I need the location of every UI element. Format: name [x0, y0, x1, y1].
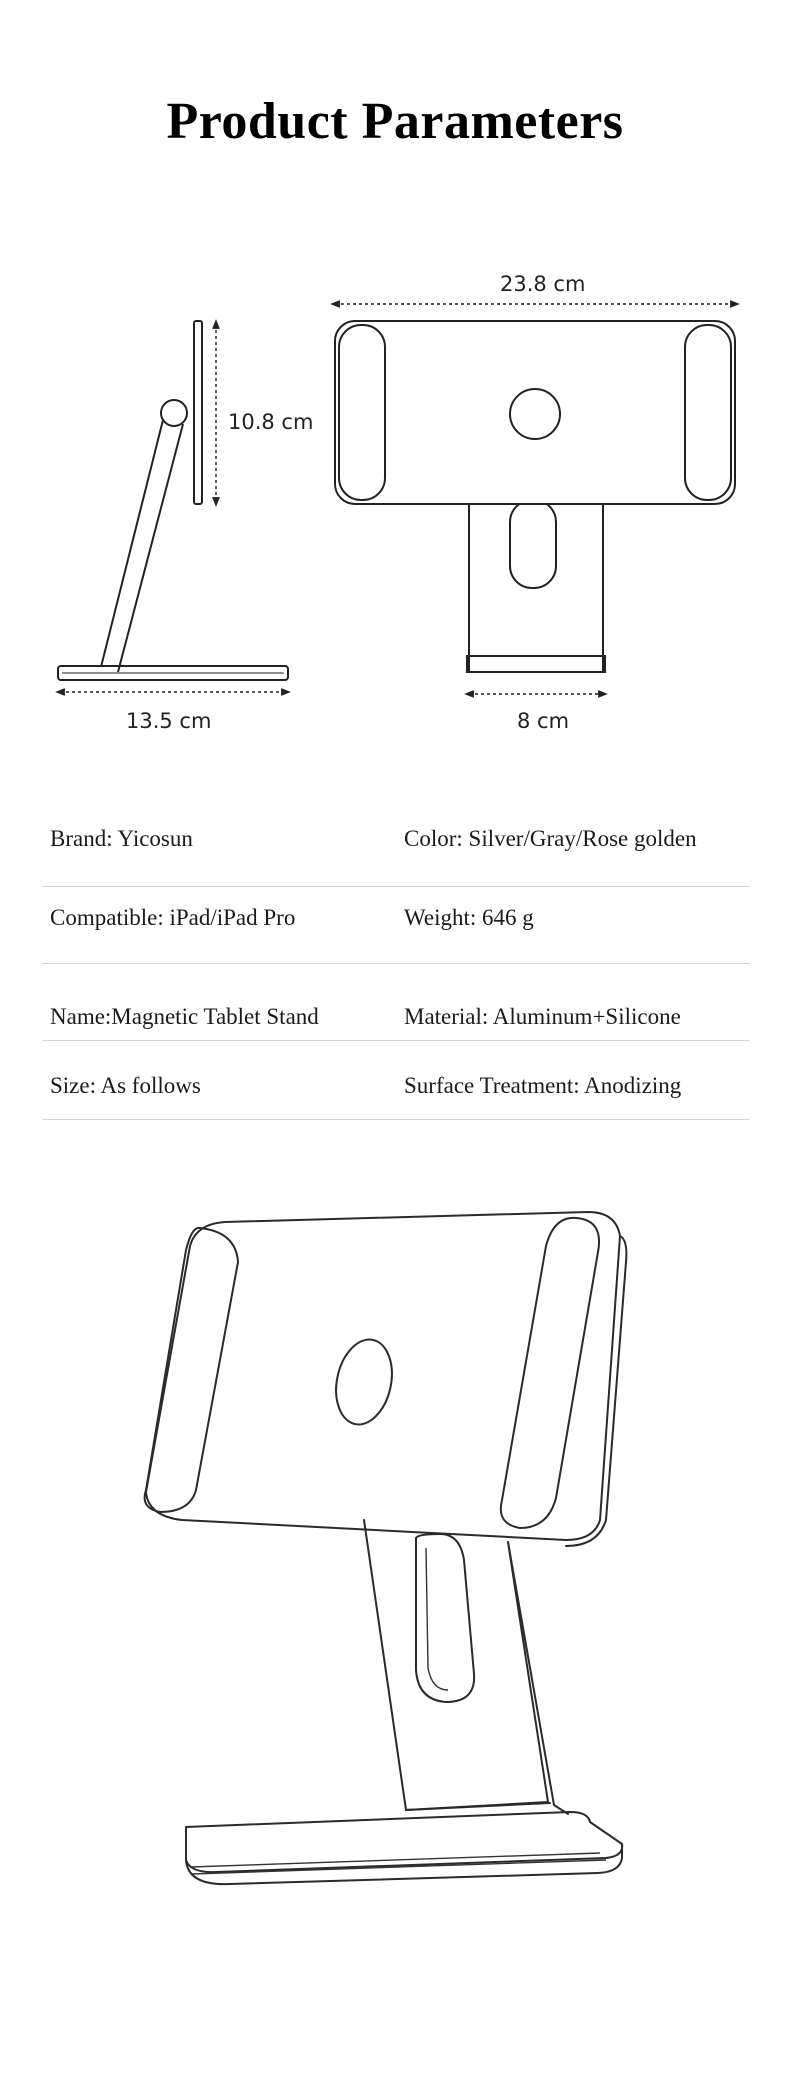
height-label: 10.8 cm	[228, 410, 314, 434]
brand-text: Brand: Yicosun	[50, 826, 193, 851]
color-text: Color: Silver/Gray/Rose golden	[404, 826, 697, 851]
name-text: Name:Magnetic Tablet Stand	[50, 1004, 319, 1029]
size-text: Size: As follows	[50, 1073, 201, 1098]
weight-text: Weight: 646 g	[404, 905, 534, 930]
base-width-label: 8 cm	[517, 709, 570, 733]
base-depth-label: 13.5 cm	[126, 709, 212, 733]
compatible-text: Compatible: iPad/iPad Pro	[50, 905, 296, 930]
stand-column	[364, 1520, 568, 1814]
page-title: Product Parameters	[166, 93, 624, 150]
surface-treatment-text: Surface Treatment: Anodizing	[404, 1073, 682, 1098]
material-text: Material: Aluminum+Silicone	[404, 1004, 681, 1029]
width-label: 23.8 cm	[500, 272, 586, 296]
stand-base	[186, 1812, 622, 1884]
stand-plate	[145, 1212, 627, 1546]
